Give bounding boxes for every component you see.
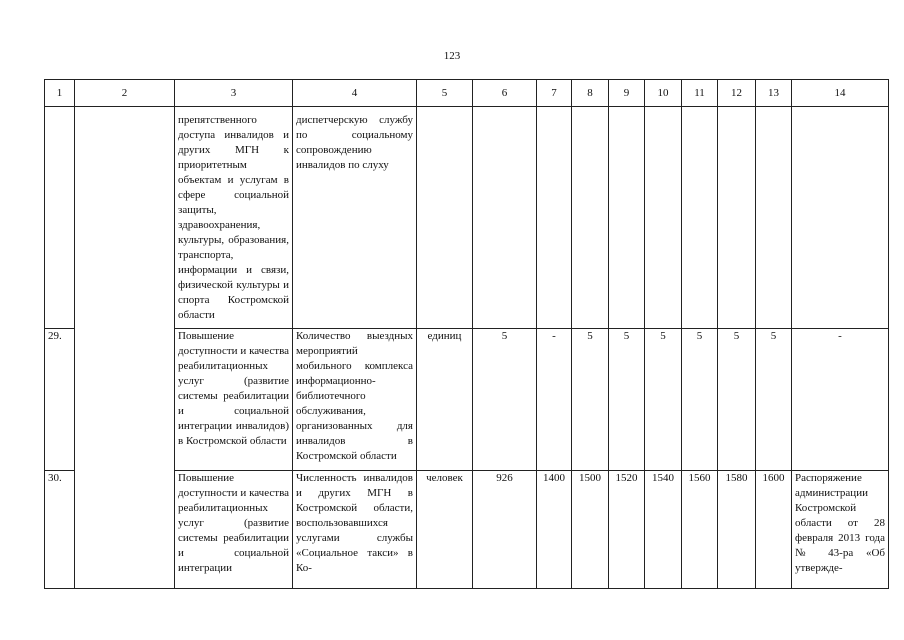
indicators-table [44,79,889,589]
column-header: 12 [718,80,756,107]
value-cell: 5 [609,329,645,471]
value-cell [572,107,609,329]
value-cell: - [537,329,572,471]
column-header: 2 [75,80,175,107]
value-cell: 1560 [682,471,718,589]
value-cell [718,107,756,329]
indicator-text-cell: Численность инвалидов и других МГН в Костромской области, воспользовавшихся услугами службы «Социальное такси» в Ко- [293,471,417,589]
value-cell: 1580 [718,471,756,589]
value-cell: 5 [572,329,609,471]
value-cell [756,107,792,329]
value-cell [537,107,572,329]
value-cell [682,107,718,329]
row-number-cell [45,107,75,329]
page-number: 123 [443,50,461,62]
value-cell: 1600 [756,471,792,589]
column-header: 5 [417,80,473,107]
row-number-cell: 29. [45,329,75,471]
value-cell: 1500 [572,471,609,589]
goal-text-cell: Повышение доступности и качества реабилитационных услуг (развитие системы реабилитации и социальной интеграции инвалидов) в Костромской области [175,329,293,471]
unit-cell: единиц [417,329,473,471]
table-row [45,107,889,329]
goal-text-cell: препятственного доступа инвалидов и других МГН к приоритетным объектам и услугам в сфере социальной защиты, здравоохранения, культуры, образования, транспорта, информации и связи, физической культуры и спорта Костромской области [175,107,293,329]
column-header: 1 [45,80,75,107]
value-cell: 1400 [537,471,572,589]
column-header: 9 [609,80,645,107]
row-number-cell: 30. [45,471,75,589]
value-cell: 5 [682,329,718,471]
value-cell: 5 [473,329,537,471]
column-header: 3 [175,80,293,107]
column-header: 11 [682,80,718,107]
measure-name-cell [75,107,175,589]
value-cell: 1540 [645,471,682,589]
value-cell: 5 [718,329,756,471]
value-cell: 1520 [609,471,645,589]
unit-cell [417,107,473,329]
value-cell: 926 [473,471,537,589]
column-header: 10 [645,80,682,107]
column-header: 6 [473,80,537,107]
value-cell [645,107,682,329]
column-header-row [45,80,889,107]
value-cell [473,107,537,329]
unit-cell: человек [417,471,473,589]
goal-text-cell: Повышение доступности и качества реабилитационных услуг (развитие системы реабилитации и социальной интеграции [175,471,293,589]
column-header: 8 [572,80,609,107]
basis-document-cell [792,107,889,329]
column-header: 14 [792,80,889,107]
value-cell [609,107,645,329]
value-cell: 5 [756,329,792,471]
basis-document-cell: - [792,329,889,471]
basis-document-cell: Распоряжение администрации Костромской области от 28 февраля 2013 года № 43-ра «Об утвержде- [792,471,889,589]
column-header: 7 [537,80,572,107]
column-header: 13 [756,80,792,107]
indicator-text-cell: диспетчерскую службу по социальному сопровождению инвалидов по слуху [293,107,417,329]
column-header: 4 [293,80,417,107]
indicator-text-cell: Количество выездных мероприятий мобильного комплекса информационно-библиотечного обслуживания, организованных для инвалидов в Костромской области [293,329,417,471]
value-cell: 5 [645,329,682,471]
